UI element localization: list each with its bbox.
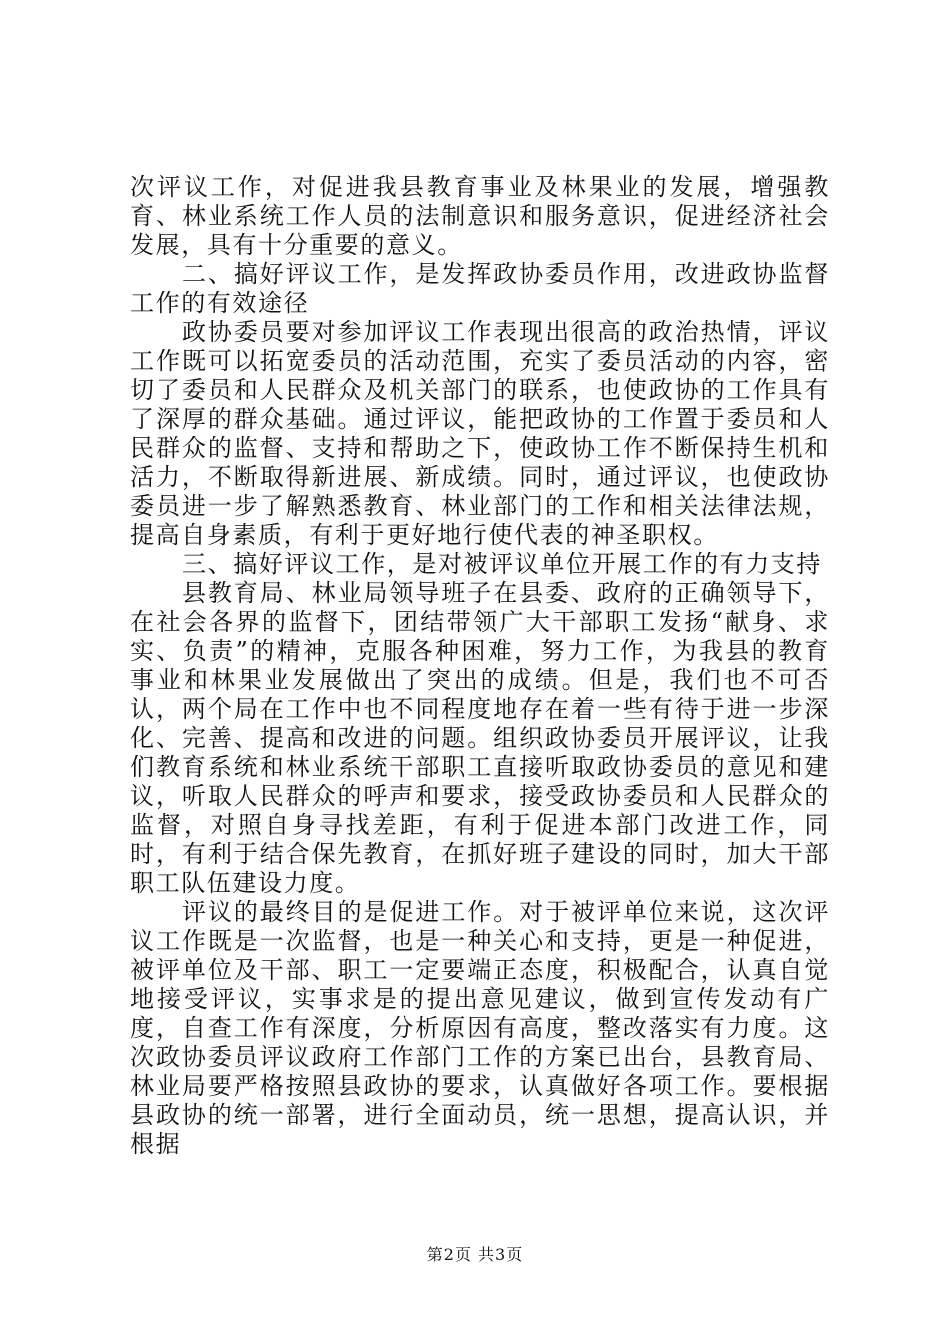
page-number-footer: 第2页 共3页 <box>426 1245 524 1264</box>
paragraph: 县教育局、林业局领导班子在县委、政府的正确领导下，在社会各界的监督下，团结带领广大干部职工发扬“献身、求实、负责”的精神，克服各种困难，努力工作，为我县的教育事业和林果业发展做出了突出的成绩。但是，我们也不可否认，两个局在工作中也不同程度地存在着一些有待于进一步深化、完善、提高和改进的问题。组织政协委员开展评议，让我们教育系统和林业系统干部职工直接听取政协委员的意见和建议，听取人民群众的呼声和要求，接受政协委员和人民群众的监督，对照自身寻找差距，有利于促进本部门改进工作，同时，有利于结合保先教育，在抓好班子建设的同时，加大干部职工队伍建设力度。 <box>130 579 830 897</box>
section-heading-two: 二、搞好评议工作，是发挥政协委员作用，改进政协监督工作的有效途径 <box>130 260 830 317</box>
paragraph: 政协委员要对参加评议工作表现出很高的政治热情，评议工作既可以拓宽委员的活动范围，充实了委员活动的内容，密切了委员和人民群众及机关部门的联系，也使政协的工作具有了深厚的群众基础。通过评议，能把政协的工作置于委员和人民群众的监督、支持和帮助之下，使政协工作不断保持生机和活力，不断取得新进展、新成绩。同时，通过评议，也使政协委员进一步了解熟悉教育、林业部门的工作和相关法律法规，提高自身素质，有利于更好地行使代表的神圣职权。 <box>130 318 830 549</box>
section-heading-three: 三、搞好评议工作，是对被评议单位开展工作的有力支持 <box>182 550 822 578</box>
paragraph: 评议的最终目的是促进工作。对于被评单位来说，这次评议工作既是一次监督，也是一种关心和支持，更是一种促进，被评单位及干部、职工一定要端正态度，积极配合，认真自觉地接受评议，实事求是的提出意见建议，做到宣传发动有广度，自查工作有深度，分析原因有高度，整改落实有力度。这次政协委员评议政府工作部门工作的方案已出台，县教育局、林业局要严格按照县政协的要求，认真做好各项工作。要根据县政协的统一部署，进行全面动员，统一思想，提高认识，并根据 <box>130 898 830 1158</box>
paragraph-continuation: 次评议工作，对促进我县教育事业及林果业的发展，增强教育、林业系统工作人员的法制意识和服务意识，促进经济社会发展，具有十分重要的意义。 <box>130 173 830 259</box>
document-body <box>130 173 830 1159</box>
